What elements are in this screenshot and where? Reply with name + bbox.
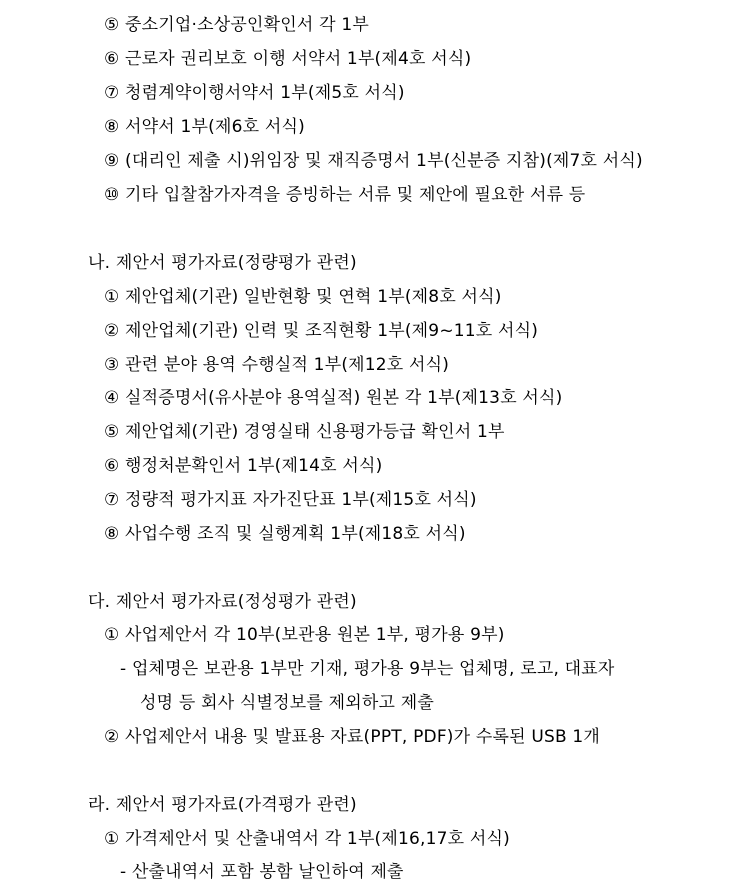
list-note: - 산출내역서 포함 봉함 날인하여 제출 [120, 862, 404, 882]
list-item: ⑦ 청렴계약이행서약서 1부(제5호 서식) [104, 83, 405, 103]
list-item: ⑧ 서약서 1부(제6호 서식) [104, 117, 305, 137]
list-item: ① 사업제안서 각 10부(보관용 원본 1부, 평가용 9부) [104, 625, 505, 645]
list-item: ⑧ 사업수행 조직 및 실행계획 1부(제18호 서식) [104, 524, 466, 544]
list-item: ③ 관련 분야 용역 수행실적 1부(제12호 서식) [104, 355, 450, 375]
list-item: ⑨ (대리인 제출 시)위임장 및 재직증명서 1부(신분증 지참)(제7호 서식) [104, 151, 643, 171]
list-item: ① 제안업체(기관) 일반현황 및 연혁 1부(제8호 서식) [104, 287, 502, 307]
list-item: ⑤ 중소기업·소상공인확인서 각 1부 [104, 15, 369, 35]
list-item: ④ 실적증명서(유사분야 용역실적) 원본 각 1부(제13호 서식) [104, 388, 563, 408]
list-item: ⑤ 제안업체(기관) 경영실태 신용평가등급 확인서 1부 [104, 422, 505, 442]
list-item: ② 제안업체(기관) 인력 및 조직현황 1부(제9~11호 서식) [104, 321, 539, 341]
list-note-continuation: 성명 등 회사 식별정보를 제외하고 제출 [140, 693, 434, 713]
list-item: ① 가격제안서 및 산출내역서 각 1부(제16,17호 서식) [104, 829, 510, 849]
section-heading-na: 나. 제안서 평가자료(정량평가 관련) [88, 253, 357, 273]
list-item: ② 사업제안서 내용 및 발표용 자료(PPT, PDF)가 수록된 USB 1개 [104, 727, 601, 747]
list-item: ⑩ 기타 입찰참가자격을 증빙하는 서류 및 제안에 필요한 서류 등 [104, 185, 586, 205]
list-item: ⑦ 정량적 평가지표 자가진단표 1부(제15호 서식) [104, 490, 477, 510]
list-item: ⑥ 행정처분확인서 1부(제14호 서식) [104, 456, 383, 476]
list-item: ⑥ 근로자 권리보호 이행 서약서 1부(제4호 서식) [104, 49, 472, 69]
section-heading-ra: 라. 제안서 평가자료(가격평가 관련) [88, 795, 357, 815]
section-heading-da: 다. 제안서 평가자료(정성평가 관련) [88, 592, 357, 612]
list-note: - 업체명은 보관용 1부만 기재, 평가용 9부는 업체명, 로고, 대표자 [120, 659, 615, 679]
